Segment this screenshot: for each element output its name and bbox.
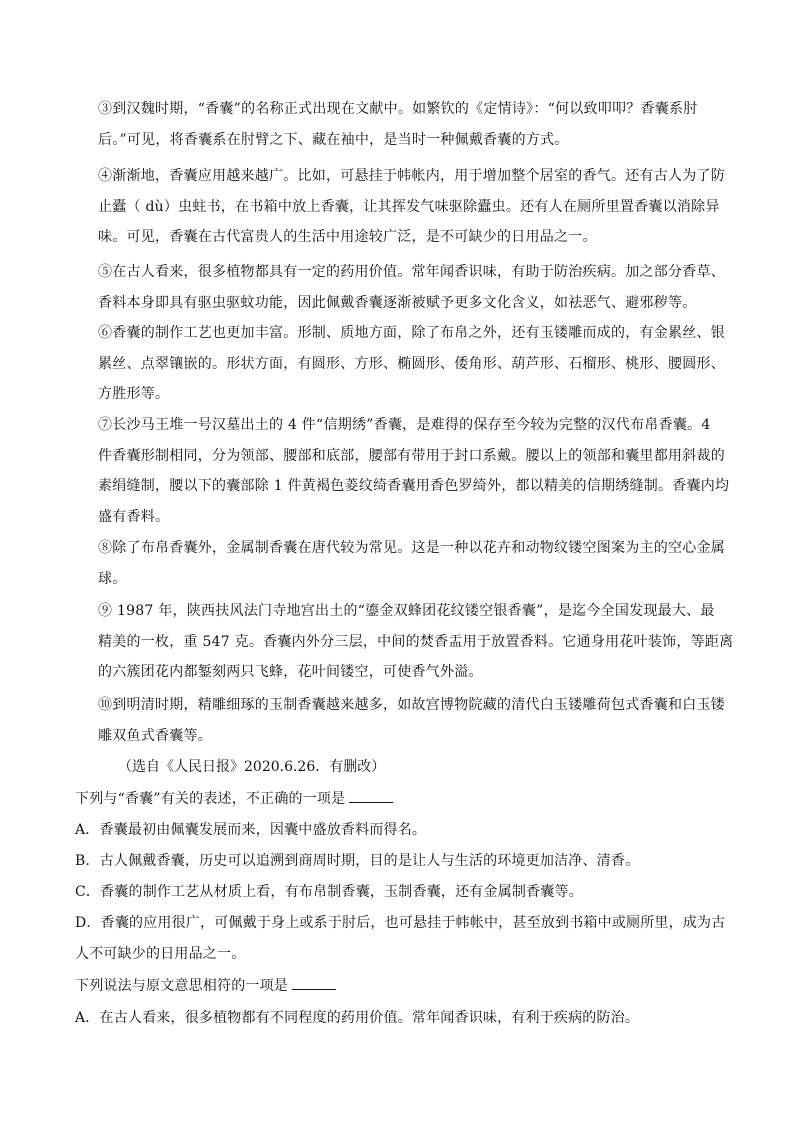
question-text: 下列与“香囊”有关的表述，不正确的一项是 <box>75 791 346 807</box>
answer-blank[interactable] <box>349 788 393 803</box>
text-line: ⑤在古人看来，很多植物都具有一定的药用价值。常年闻香识味，有助于防治疾病。加之部分香草、 <box>98 264 725 280</box>
paragraph-10 <box>98 690 725 751</box>
text-line: ⑥香囊的制作工艺也更加丰富。形制、质地方面，除了布帛之外，还有玉镂雕而成的，有金累丝、银 <box>98 325 725 341</box>
paragraph-6 <box>98 318 725 410</box>
text-line: 素绢缝制，腰以下的囊部除 1 件黄褐色菱纹绮香囊用香色罗绮外，都以精美的信期绣缝制。香囊内均 <box>98 478 730 494</box>
text-line: 件香囊形制相同，分为领部、腰部和底部，腰部有带用于封口系戴。腰以上的领部和囊里都用斜裁的 <box>98 447 725 464</box>
text-line: ③到汉魏时期，“香囊”的名称正式出现在文献中。如繁钦的《定情诗》：“何以致叩叩？香囊系肘 <box>98 101 698 117</box>
paragraph-5 <box>98 257 725 318</box>
question-1-stem <box>75 784 735 815</box>
question-1-option: C．香囊的制作工艺从材质上看，有布帛制香囊，玉制香囊，还有金属制香囊等。 <box>75 884 583 900</box>
paragraph-3 <box>98 94 718 155</box>
question-1-option: A．香囊最初由佩囊发展而来，因囊中盛放香料而得名。 <box>75 822 427 838</box>
text-line: ⑨ 1987 年，陕西扶风法门寺地宫出土的“鎏金双蜂团花纹镂空银香囊”，是迄今全国发现最大、最 <box>98 603 715 619</box>
paragraph-8 <box>98 533 725 594</box>
paragraph-7 <box>98 410 730 532</box>
question-text: 下列说法与原文意思相符的一项是 <box>75 978 288 994</box>
text-line: 香料本身即具有驱虫驱蚊功能，因此佩戴香囊逐渐被赋予更多文化含义，如祛恶气、避邪秽等。 <box>98 294 697 311</box>
text-line: 精美的一枚，重 547 克。香囊内外分三层，中间的焚香盂用于放置香料。它通身用花叶装饰，等距离 <box>98 633 734 650</box>
text-line: 盛有香料。 <box>98 508 170 525</box>
text-line: 方胜形等。 <box>98 386 170 402</box>
article-source: （选自《人民日报》2020.6.26．有删改） <box>118 759 386 775</box>
text-line: 雕双鱼式香囊等。 <box>98 727 212 744</box>
text-line: 累丝、点翠镶嵌的。形状方面，有圆形、方形、椭圆形、倭角形、葫芦形、石榴形、桃形、腰圆形、 <box>98 355 725 372</box>
question-1-option: D．香囊的应用很广，可佩戴于身上或系于肘后，也可悬挂于帏帐中，甚至放到书箱中或厕所里，成为古 <box>75 915 726 931</box>
text-line: ④渐渐地，香囊应用越来越广。比如，可悬挂于帏帐内，用于增加整个居室的香气。还有古人为了防 <box>98 168 725 184</box>
question-2-stem <box>75 971 735 1002</box>
question-1-option-continuation: 人不可缺少的日用品之一。 <box>75 946 246 962</box>
question-2-option: A．在古人看来，很多植物都有不同程度的药用价值。常年闻香识味，有利于疾病的防治。 <box>75 1010 640 1026</box>
paragraph-4 <box>98 161 725 253</box>
text-line: 后。”可见，将香囊系在肘臂之下、藏在袖中，是当时一种佩戴香囊的方式。 <box>98 131 569 148</box>
text-line: ⑩到明清时期，精雕细琢的玉制香囊越来越多，如故宫博物院藏的清代白玉镂雕荷包式香囊和白玉镂 <box>98 697 725 713</box>
text-line: 味。可见，香囊在古代富贵人的生活中用途较广泛，是不可缺少的日用品之一。 <box>98 229 597 245</box>
text-line: ⑧除了布帛香囊外，金属制香囊在唐代较为常见。这是一种以花卉和动物纹镂空图案为主的空心金属 <box>98 540 725 556</box>
question-1-option: B．古人佩戴香囊，历史可以追溯到商周时期，目的是让人与生活的环境更加洁净、清香。 <box>75 853 640 869</box>
text-line: ⑦长沙马王堆一号汉墓出土的 4 件“信期绣”香囊，是难得的保存至今较为完整的汉代布帛香囊。4 <box>98 417 711 433</box>
answer-blank[interactable] <box>292 975 336 990</box>
paragraph-9 <box>98 596 734 688</box>
text-line: 止蠹（ dù）虫蛀书，在书箱中放上香囊，让其挥发气味驱除蠹虫。还有人在厕所里置香囊以消除异 <box>98 198 720 215</box>
text-line: 的六簇团花内都錾刻两只飞蜂，花叶间镂空，可使香气外溢。 <box>98 664 483 680</box>
text-line: 球。 <box>98 570 127 587</box>
